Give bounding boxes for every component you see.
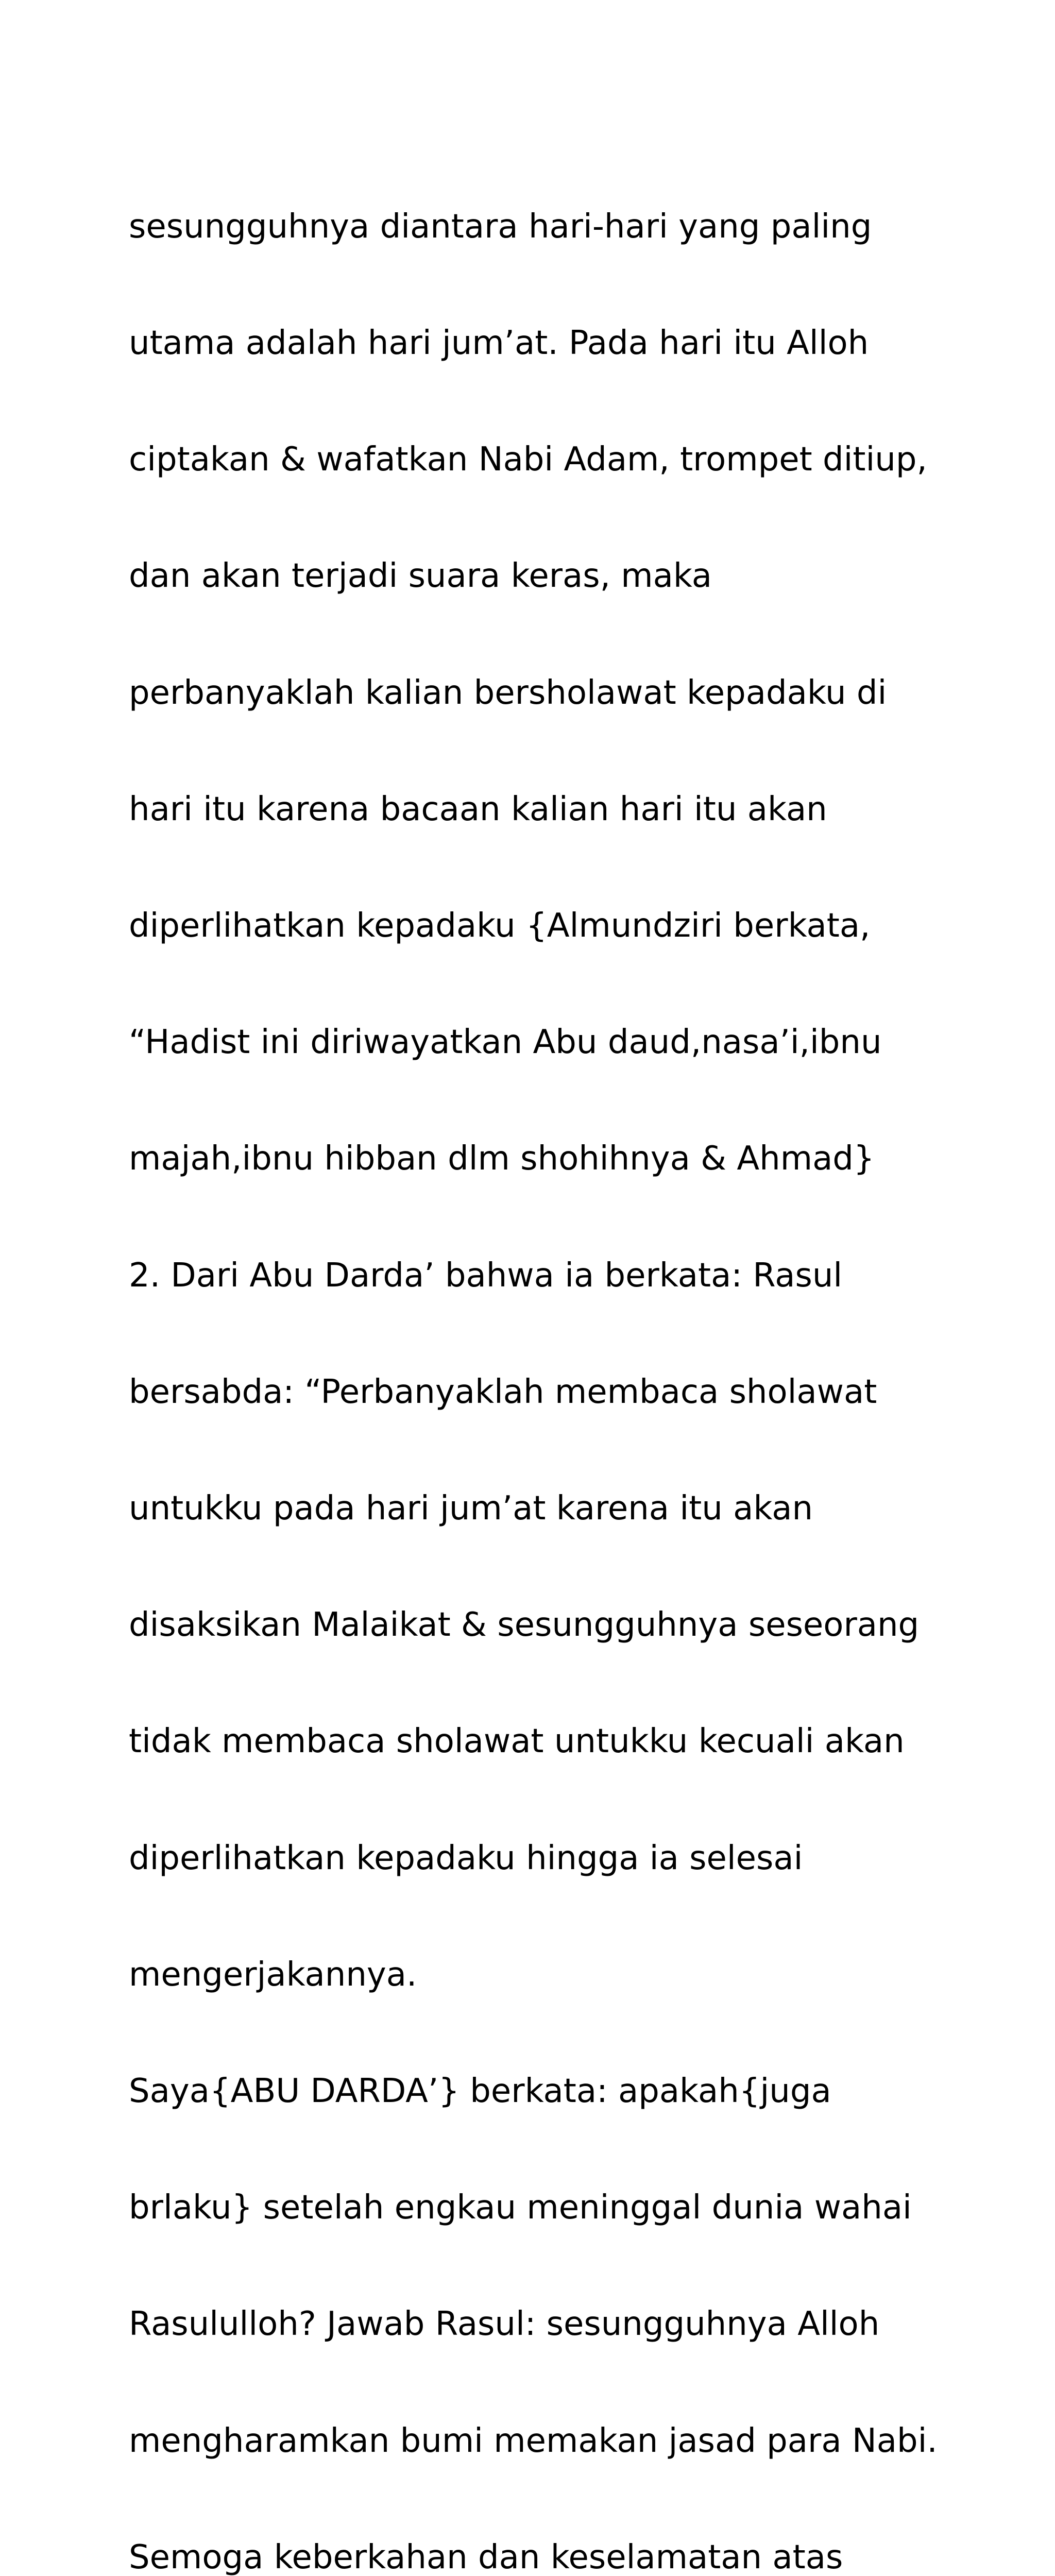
text-line: brlaku} setelah engkau meninggal dunia wahai	[129, 2189, 912, 2227]
text-line: Semoga keberkahan dan keselamatan atas	[129, 2538, 843, 2576]
text-line: mengerjakannya.	[129, 1955, 417, 1994]
text-line: majah,ibnu hibban dlm shohihnya & Ahmad}	[129, 1140, 875, 1178]
text-line: ciptakan & wafatkan Nabi Adam, trompet ditiup,	[129, 440, 927, 479]
text-line: dan akan terjadi suara keras, maka	[129, 557, 712, 596]
body-text	[129, 130, 974, 2576]
text-line: 2. Dari Abu Darda’ bahwa ia berkata: Rasul	[129, 1256, 843, 1295]
text-line: diperlihatkan kepadaku hingga ia selesai	[129, 1839, 803, 1877]
text-line: utama adalah hari jum’at. Pada hari itu Alloh	[129, 324, 869, 363]
text-line: Rasululloh? Jawab Rasul: sesungguhnya Alloh	[129, 2305, 880, 2344]
text-line: sesungguhnya diantara hari-hari yang paling	[129, 207, 872, 246]
text-line: perbanyaklah kalian bersholawat kepadaku di	[129, 673, 887, 712]
text-line: diperlihatkan kepadaku {Almundziri berkata,	[129, 907, 871, 945]
text-line: tidak membaca sholawat untukku kecuali akan	[129, 1722, 905, 1761]
text-line: Saya{ABU DARDA’} berkata: apakah{juga	[129, 2072, 831, 2111]
text-line: disaksikan Malaikat & sesungguhnya seseorang	[129, 1606, 920, 1645]
text-line: mengharamkan bumi memakan jasad para Nabi.	[129, 2421, 938, 2460]
text-line: untukku pada hari jum’at karena itu akan	[129, 1489, 813, 1528]
text-line: hari itu karena bacaan kalian hari itu akan	[129, 790, 827, 828]
text-line: “Hadist ini diriwayatkan Abu daud,nasa’i,ibnu	[129, 1023, 882, 1062]
text-line: bersabda: “Perbanyaklah membaca sholawat	[129, 1372, 877, 1411]
